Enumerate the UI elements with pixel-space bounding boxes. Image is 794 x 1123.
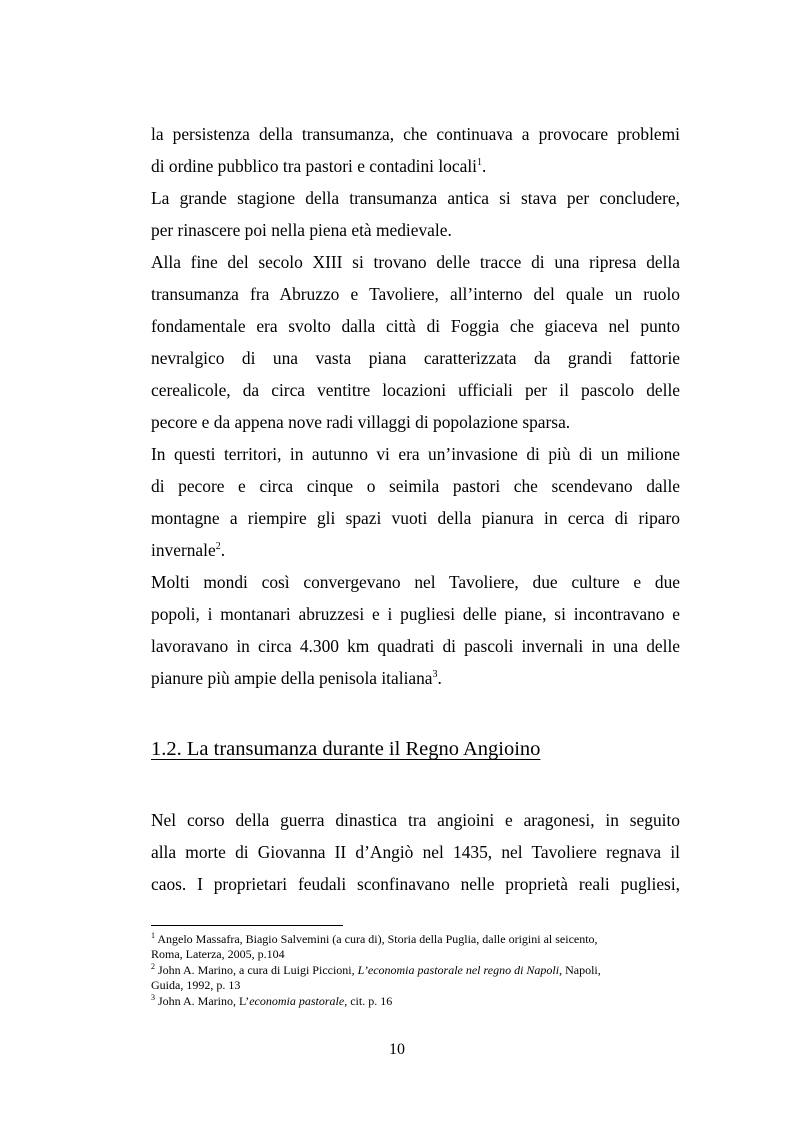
text-line: Nel corso della guerra dinastica tra angioini e aragonesi, in seguito [151,810,680,830]
text-line: transumanza fra Abruzzo e Tavoliere, all’interno del quale un ruolo [151,284,680,304]
text-line: cerealicole, da circa ventitre locazioni ufficiali per il pascolo delle [151,380,680,400]
footnote-line: Roma, Laterza, 2005, p.104 [151,947,285,961]
text-line: montagne a riempire gli spazi vuoti della pianura in cerca di riparo [151,508,680,528]
text-line: nevralgico di una vasta piana caratterizzata da grandi fattorie [151,348,680,368]
section-heading: 1.2. La transumanza durante il Regno Angioino [151,738,541,760]
footnote-line: Guida, 1992, p. 13 [151,978,241,992]
text-line: pecore e da appena nove radi villaggi di popolazione sparsa. [151,412,571,432]
text-line: per rinascere poi nella piena età medievale. [151,220,452,240]
footnote-line: $^2$ John A. Marino, a cura di Luigi Piccioni, L’economia pastorale nel regno di Napoli, Napoli, [151,962,601,977]
text-line: caos. I proprietari feudali sconfinavano nelle proprietà reali pugliesi, [151,874,680,894]
text-line: Molti mondi così convergevano nel Tavoliere, due culture e due [151,572,680,592]
text-line: La grande stagione della transumanza antica si stava per concludere, [151,188,680,208]
text-line: pianure più ampie della penisola italiana$^3$. [151,668,442,688]
text-line: di pecore e circa cinque o seimila pastori che scendevano dalle [151,476,680,496]
page-number: 10 [389,1041,405,1058]
text-line: alla morte di Giovanna II d’Angiò nel 1435, nel Tavoliere regnava il [151,842,680,862]
footnote-line: $^1$ Angelo Massafra, Biagio Salvemini (a cura di), Storia della Puglia, dalle origini al seicento, [151,931,598,946]
text-line: invernale$^2$. [151,540,226,560]
footnote-ref[interactable]: 3 [432,669,438,680]
text-line: lavoravano in circa 4.300 km quadrati di pascoli invernali in una delle [151,636,680,656]
text-line: In questi territori, in autunno vi era un’invasione di più di un milione [151,444,680,464]
text-line: di ordine pubblico tra pastori e contadini locali$^1$. [151,156,487,176]
footnote-separator [151,925,343,926]
footnote-ref[interactable]: 2 [215,541,221,552]
footnote-ref[interactable]: 1 [476,157,482,168]
footnote-line: $^3$ John A. Marino, L’economia pastorale, cit. p. 16 [151,993,393,1008]
text-line: popoli, i montanari abruzzesi e i pugliesi delle piane, si incontravano e [151,604,680,624]
text-line: fondamentale era svolto dalla città di Foggia che giaceva nel punto [151,316,680,336]
text-line: Alla fine del secolo XIII si trovano delle tracce di una ripresa della [151,252,680,272]
text-line: la persistenza della transumanza, che continuava a provocare problemi [151,124,680,144]
